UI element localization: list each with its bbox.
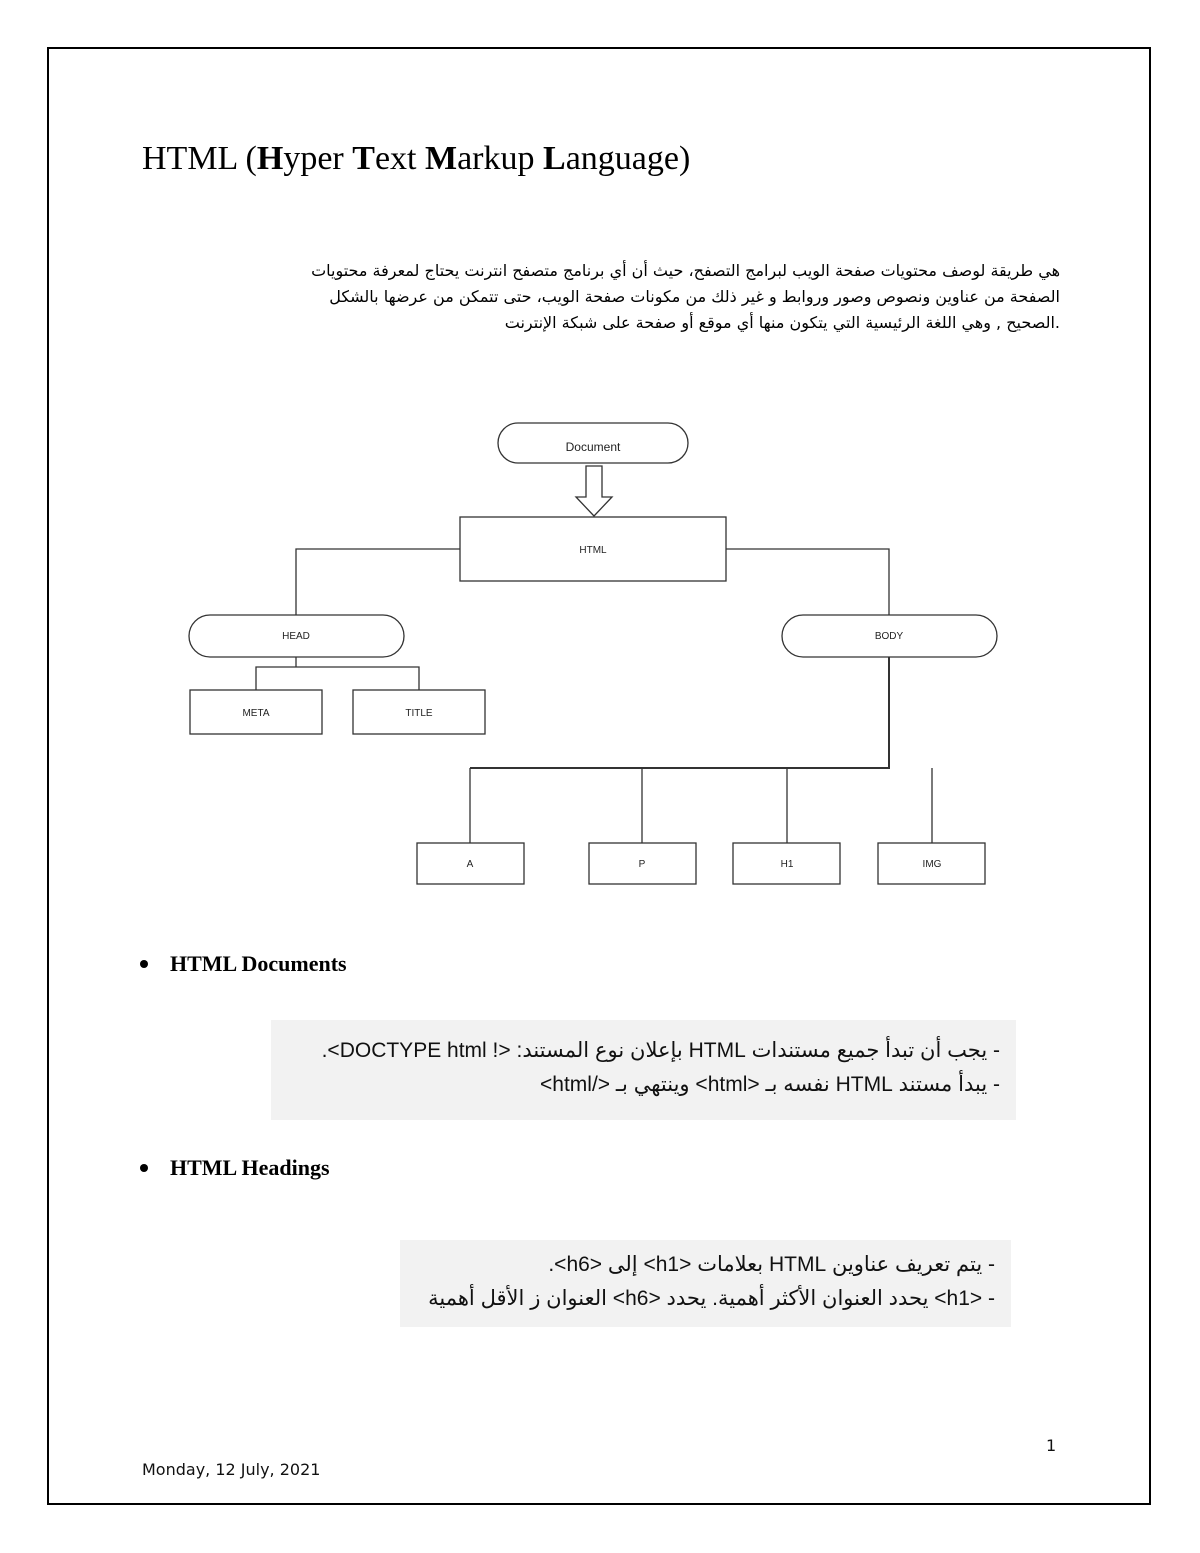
footer-date: Monday, 12 July, 2021 <box>142 1460 321 1479</box>
page-number: 1 <box>1046 1436 1057 1455</box>
section-heading-documents: HTML Documents <box>140 951 347 977</box>
bullet-icon <box>140 1164 148 1172</box>
documents-note-box <box>271 1020 1016 1120</box>
p-label: P <box>638 859 646 870</box>
connector <box>470 657 889 768</box>
intro-line: الصفحة من عناوين ونصوص وصور وروابط و غير ذلك من مكونات صفحة الويب، حتى تتمكن من عرضها بالشكل <box>329 287 1060 306</box>
bullet-icon <box>140 960 148 968</box>
headings-note-box <box>400 1240 1011 1327</box>
connector <box>256 657 419 690</box>
page-title: HTML (Hyper Text Markup Language) <box>142 140 691 177</box>
note-line: - يجب أن تبدأ جميع مستندات HTML بإعلان نوع المستند: <! DOCTYPE html>. <box>321 1039 1000 1062</box>
note-line: - يتم تعريف عناوين HTML بعلامات <h1> إلى <h6>. <box>548 1253 995 1276</box>
note-line: - <h1> يحدد العنوان الأكثر أهمية. يحدد <h6> العنوان ز الأقل أهمية <box>428 1287 995 1310</box>
section-heading-headings: HTML Headings <box>140 1155 330 1181</box>
h1-label: H1 <box>780 859 794 870</box>
note-line: - يبدأ مستند HTML نفسه بـ <html> وينتهي بـ </html> <box>540 1073 1000 1096</box>
intro-line: هي طريقة لوصف محتويات صفحة الويب لبرامج التصفح، حيث أن أي برنامج متصفح انترنت يحتاج لمعرفة محتويات <box>311 261 1060 280</box>
connector <box>296 549 460 615</box>
meta-label: META <box>242 708 270 719</box>
down-arrow-icon <box>576 466 612 516</box>
title-label: TITLE <box>405 708 433 719</box>
a-label: A <box>466 859 474 870</box>
connector <box>470 768 932 843</box>
html-label: HTML <box>579 545 607 556</box>
connector <box>726 549 889 615</box>
intro-line: .الصحيح , وهي اللغة الرئيسية التي يتكون منها أي موقع أو صفحة على شبكة الإنترنت <box>504 313 1060 332</box>
document-label: Document <box>565 440 621 454</box>
head-label: HEAD <box>282 631 310 642</box>
img-label: IMG <box>922 859 942 870</box>
body-label: BODY <box>874 631 904 642</box>
